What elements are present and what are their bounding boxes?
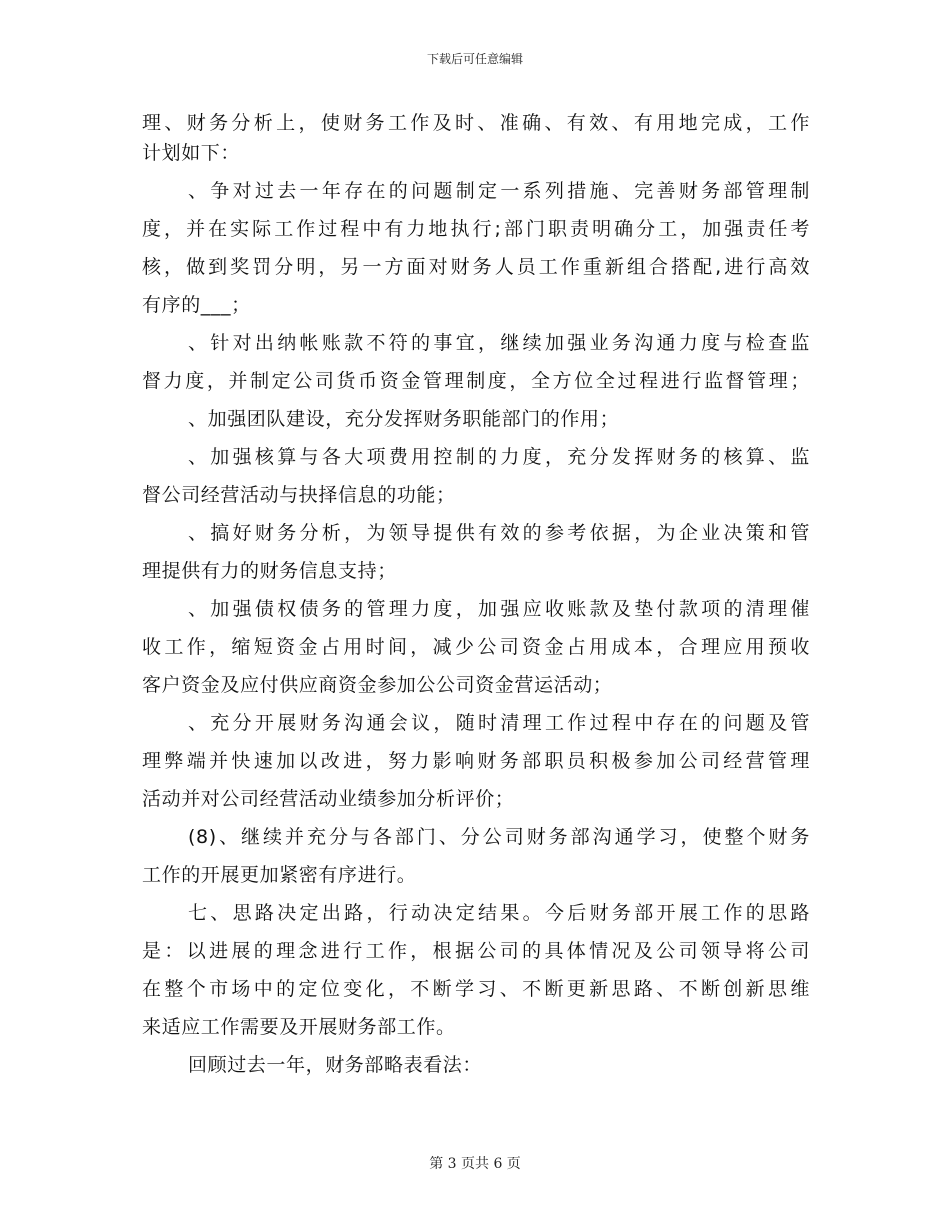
document-body xyxy=(142,108,810,1080)
paragraph-line: 核，做到奖罚分明，另一方面对财务人员工作重新组合搭配,进行高效 xyxy=(142,256,810,278)
paragraph-line: 理、财务分析上，使财务工作及时、准确、有效、有用地完成，工作 xyxy=(142,112,810,134)
paragraph-line: (8)、继续并充分与各部门、分公司财务部沟通学习，使整个财务 xyxy=(188,826,810,848)
paragraph-line: 来适应工作需要及开展财务部工作。 xyxy=(142,1016,456,1038)
paragraph-line: 、充分开展财务沟通会议，随时清理工作过程中存在的问题及管 xyxy=(188,712,810,734)
paragraph-line: 、争对过去一年存在的问题制定一系列措施、完善财务部管理制 xyxy=(188,180,810,202)
paragraph-line: 督公司经营活动与抉择信息的功能； xyxy=(142,484,456,506)
paragraph-line: 工作的开展更加紧密有序进行。 xyxy=(142,864,417,886)
paragraph-line: 度，并在实际工作过程中有力地执行;部门职责明确分工，加强责任考 xyxy=(142,218,810,240)
paragraph-line: 是：以进展的理念进行工作，根据公司的具体情况及公司领导将公司 xyxy=(142,940,810,962)
paragraph-line: 、搞好财务分析，为领导提供有效的参考依据，为企业决策和管 xyxy=(188,522,810,544)
paragraph-line: 客户资金及应付供应商资金参加公公司资金营运活动； xyxy=(142,674,613,696)
paragraph-line: 理弊端并快速加以改进，努力影响财务部职员积极参加公司经营管理 xyxy=(142,750,810,772)
paragraph-line: 理提供有力的财务信息支持； xyxy=(142,560,397,582)
paragraph-line: 计划如下： xyxy=(142,142,241,164)
paragraph-line: 收工作，缩短资金占用时间，减少公司资金占用成本，合理应用预收 xyxy=(142,636,810,658)
page-number-footer: 第 3 页共 6 页 xyxy=(429,1156,521,1172)
paragraph-line: 督力度，并制定公司货币资金管理制度，全方位全过程进行监督管理； xyxy=(142,370,810,392)
page-header: 下载后可任意编辑 xyxy=(426,52,523,66)
paragraph-line: 活动并对公司经营活动业绩参加分析评价； xyxy=(142,788,515,810)
paragraph-line: 、加强核算与各大项费用控制的力度，充分发挥财务的核算、监 xyxy=(188,446,810,468)
paragraph-line: 回顾过去一年，财务部略表看法： xyxy=(188,1054,483,1076)
paragraph-line: 、加强债权债务的管理力度，加强应收账款及垫付款项的清理催 xyxy=(188,598,810,620)
paragraph-line: 有序的___； xyxy=(142,294,251,316)
paragraph-line: 、加强团队建设，充分发挥财务职能部门的作用； xyxy=(188,408,620,430)
paragraph-line: 在整个市场中的定位变化，不断学习、不断更新思路、不断创新思维 xyxy=(142,978,810,1000)
paragraph-line: 、针对出纳帐账款不符的事宜，继续加强业务沟通力度与检查监 xyxy=(188,332,810,354)
paragraph-line: 七、思路决定出路，行动决定结果。今后财务部开展工作的思路 xyxy=(188,902,810,924)
